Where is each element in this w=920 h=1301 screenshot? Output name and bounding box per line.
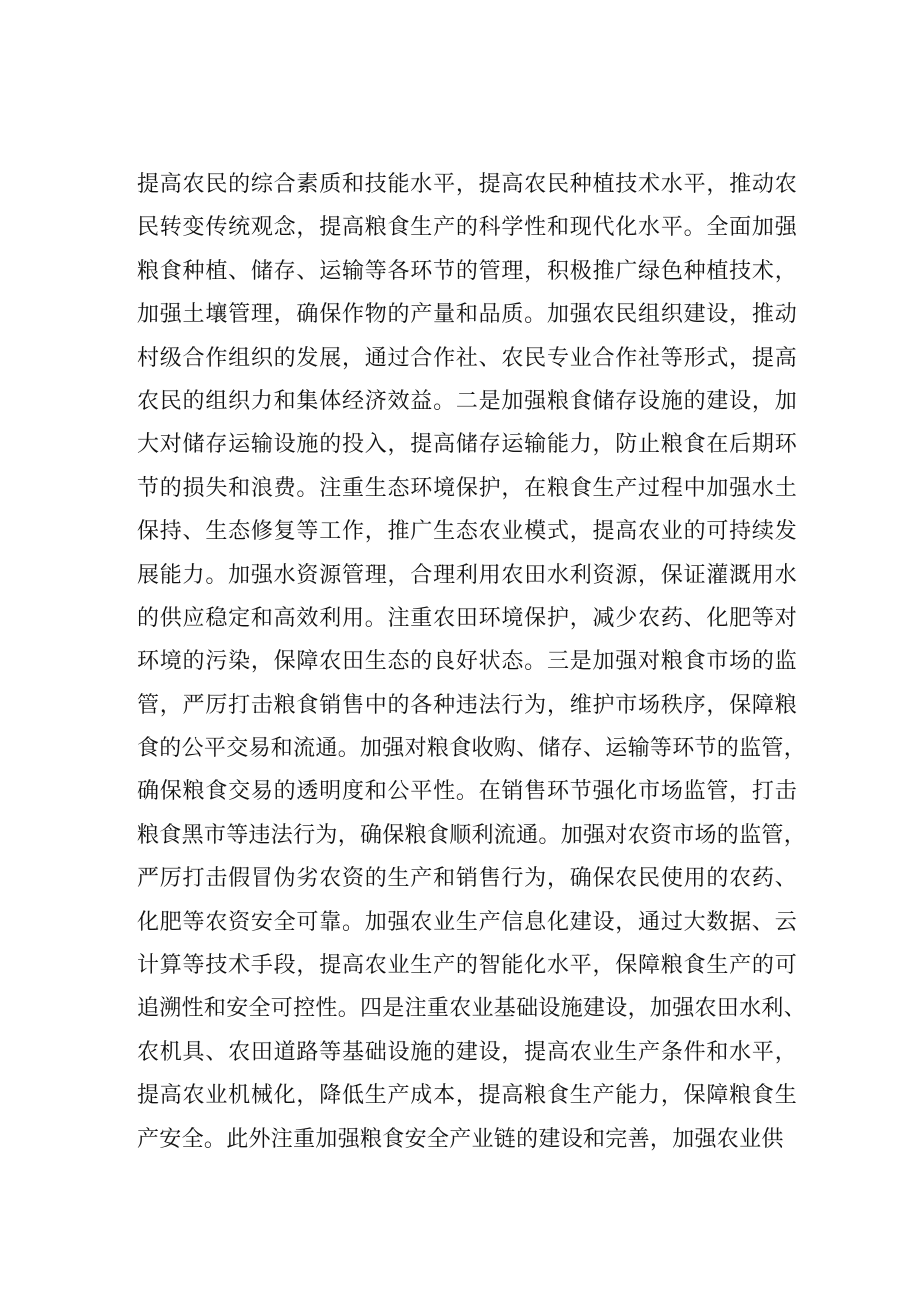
text-line: 加强土壤管理，确保作物的产量和品质。加强农民组织建设，推动	[137, 302, 797, 328]
text-line: 环境的污染，保障农田生态的良好状态。三是加强对粮食市场的监	[137, 649, 797, 675]
text-line: 食的公平交易和流通。加强对粮食收购、储存、运输等环节的监管，	[137, 736, 807, 762]
text-line: 粮食黑市等违法行为，确保粮食顺利流通。加强对农资市场的监管，	[137, 822, 807, 848]
text-line: 村级合作组织的发展，通过合作社、农民专业合作社等形式，提高	[137, 345, 797, 371]
text-line: 计算等技术手段，提高农业生产的智能化水平，保障粮食生产的可	[137, 953, 797, 979]
text-line: 提高农民的综合素质和技能水平，提高农民种植技术水平，推动农	[137, 172, 797, 197]
text-line: 确保粮食交易的透明度和公平性。在销售环节强化市场监管，打击	[137, 779, 797, 805]
text-line: 提高农业机械化，降低生产成本，提高粮食生产能力，保障粮食生	[137, 1083, 797, 1109]
text-line: 民转变传统观念，提高粮食生产的科学性和现代化水平。全面加强	[137, 215, 797, 241]
text-line: 严厉打击假冒伪劣农资的生产和销售行为，确保农民使用的农药、	[137, 866, 797, 892]
text-line: 节的损失和浪费。注重生态环境保护，在粮食生产过程中加强水土	[137, 475, 797, 501]
text-line: 保持、生态修复等工作，推广生态农业模式，提高农业的可持续发	[137, 519, 797, 545]
text-line: 大对储存运输设施的投入，提高储存运输能力，防止粮食在后期环	[137, 432, 797, 458]
text-line: 产安全。此外注重加强粮食安全产业链的建设和完善，加强农业供	[137, 1126, 784, 1152]
text-line: 展能力。加强水资源管理，合理利用农田水利资源，保证灌溉用水	[137, 562, 797, 588]
text-line: 粮食种植、储存、运输等各环节的管理，积极推广绿色种植技术，	[137, 258, 797, 284]
text-line: 管，严厉打击粮食销售中的各种违法行为，维护市场秩序，保障粮	[137, 692, 797, 718]
text-line: 农民的组织力和集体经济效益。二是加强粮食储存设施的建设，加	[137, 388, 797, 414]
text-line: 农机具、农田道路等基础设施的建设，提高农业生产条件和水平，	[137, 1039, 797, 1065]
text-line: 化肥等农资安全可靠。加强农业生产信息化建设，通过大数据、云	[137, 909, 797, 935]
body-paragraph	[137, 163, 807, 1161]
text-line: 的供应稳定和高效利用。注重农田环境保护，减少农药、化肥等对	[137, 605, 797, 631]
text-line: 追溯性和安全可控性。四是注重农业基础设施建设，加强农田水利、	[137, 996, 807, 1022]
